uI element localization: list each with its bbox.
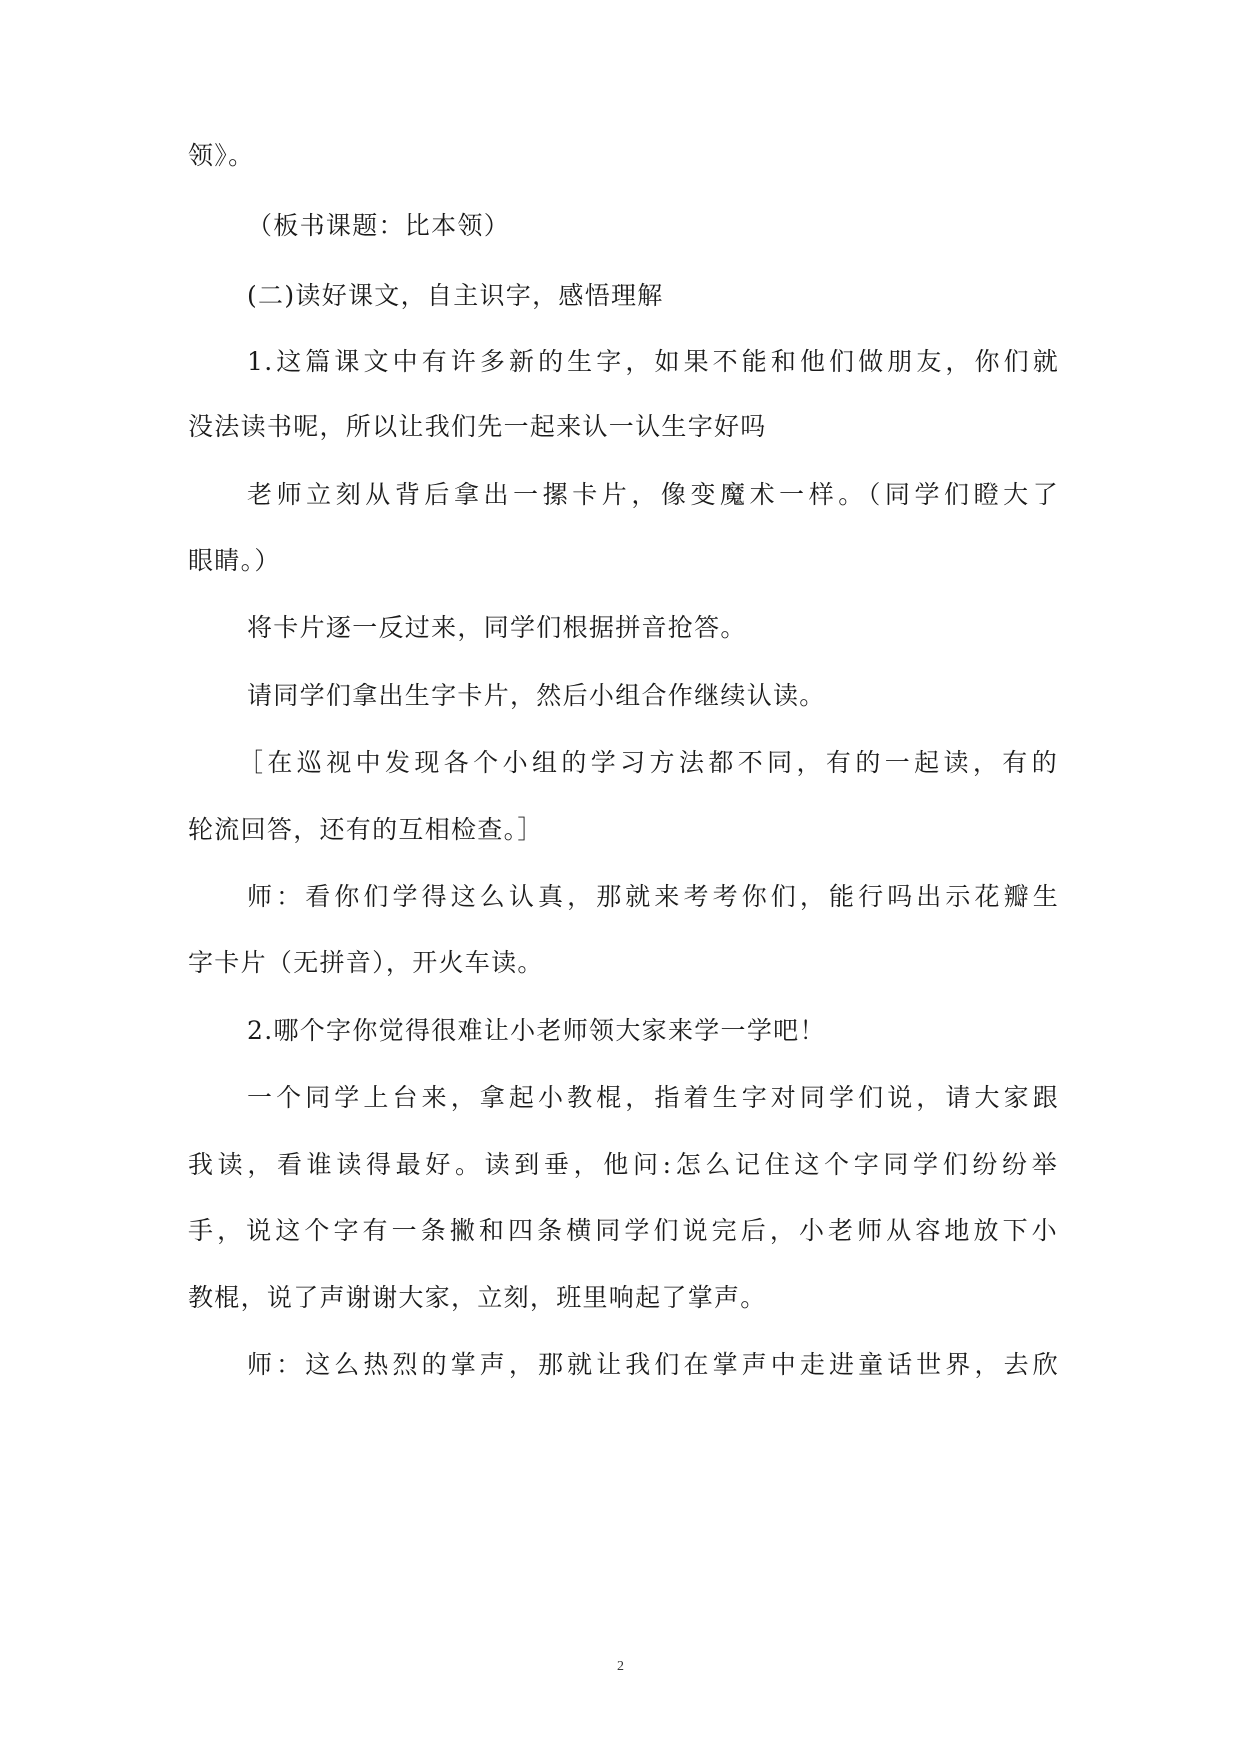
text-line: 师：这么热烈的掌声，那就让我们在掌声中走进童话世界，去欣 — [247, 1350, 1059, 1379]
text-line: 一个同学上台来，拿起小教棍，指着生字对同学们说，请大家跟 — [247, 1083, 1059, 1112]
section-heading: (二)读好课文，自主识字，感悟理解 — [247, 281, 664, 310]
text-line: 没法读书呢，所以让我们先一起来认一认生字好吗 — [188, 412, 767, 441]
text-line: ［在巡视中发现各个小组的学习方法都不同，有的一起读，有的 — [238, 748, 1058, 777]
text-line: 轮流回答，还有的互相检查。］ — [188, 815, 544, 844]
section-heading: 2.哪个字你觉得很难让小老师领大家来学一学吧！ — [247, 1016, 826, 1045]
text-line: 我读，看谁读得最好。读到垂，他问:怎么记住这个字同学们纷纷举 — [188, 1150, 1058, 1179]
text-line: 老师立刻从背后拿出一摞卡片，像变魔术一样。（同学们瞪大了 — [247, 480, 1059, 509]
text-line: 请同学们拿出生字卡片，然后小组合作继续认读。 — [247, 681, 826, 710]
page-number: 2 — [617, 1659, 624, 1674]
text-line: 手，说这个字有一条撇和四条横同学们说完后，小老师从容地放下小 — [188, 1216, 1058, 1245]
text-line: 教棍，说了声谢谢大家，立刻，班里响起了掌声。 — [188, 1283, 767, 1312]
text-line: 字卡片（无拼音），开火车读。 — [188, 948, 544, 977]
text-line: 领》。 — [188, 141, 255, 170]
text-line: （板书课题：比本领） — [247, 211, 511, 240]
text-line: 眼睛。） — [188, 546, 281, 575]
text-line: 师：看你们学得这么认真，那就来考考你们，能行吗出示花瓣生 — [247, 882, 1059, 911]
text-line: 1.这篇课文中有许多新的生字，如果不能和他们做朋友，你们就 — [247, 347, 1059, 376]
text-line: 将卡片逐一反过来，同学们根据拼音抢答。 — [247, 613, 747, 642]
